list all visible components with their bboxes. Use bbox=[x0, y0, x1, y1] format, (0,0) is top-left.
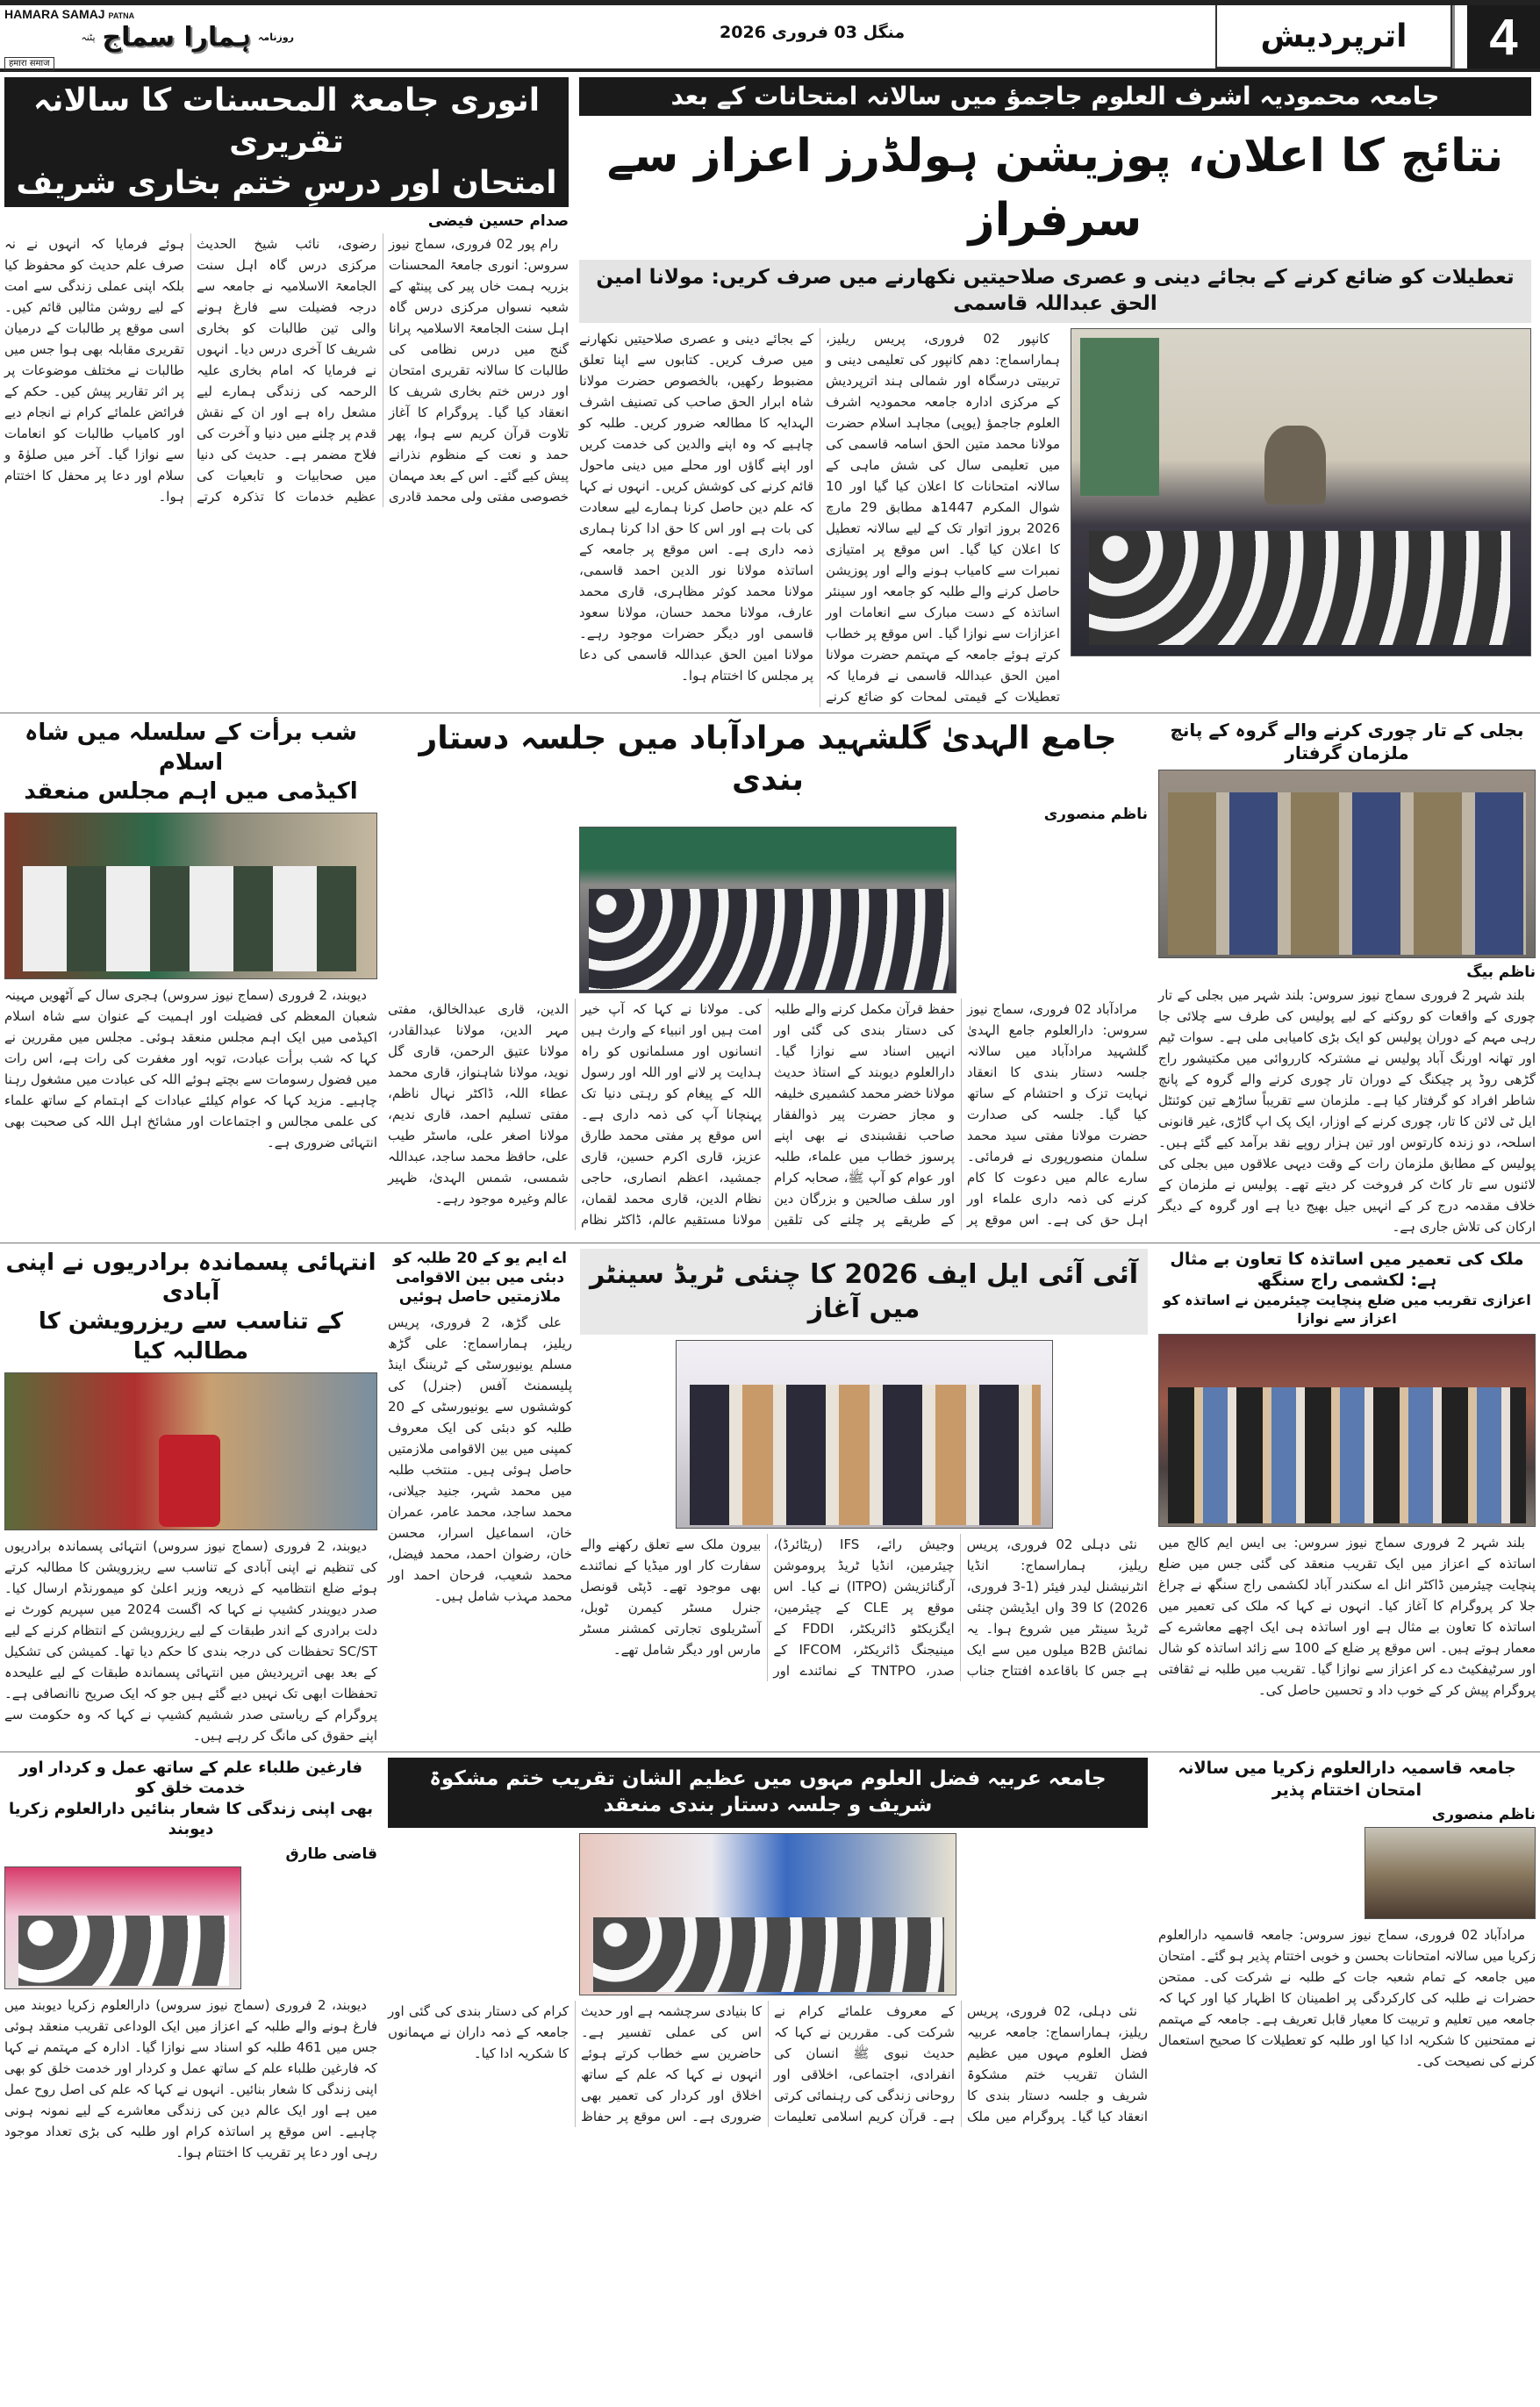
lead-story bbox=[579, 77, 1531, 707]
anwari-headline-line1: انوری جامعۃ المحسنات کا سالانہ تقریری bbox=[32, 82, 541, 160]
teachers-headline bbox=[1158, 1249, 1536, 1329]
teachers-headline-main: ملک کی تعمیر میں اساتذہ کا تعاون بے مثال ہے: لکشمی راج سنگھ bbox=[1170, 1249, 1524, 1291]
middle-column bbox=[388, 1249, 1148, 1681]
photo-people bbox=[1168, 1387, 1526, 1523]
iilf-headline: آئی آئی ایل ایف 2026 کا چنئی ٹریڈ سینٹر میں آغاز bbox=[580, 1249, 1148, 1335]
masthead-logo bbox=[4, 7, 294, 71]
masthead-urdu: ہمارا سماج bbox=[102, 22, 251, 53]
photo-door bbox=[1080, 338, 1159, 496]
photo-crowd bbox=[589, 889, 949, 990]
photo-people bbox=[593, 1917, 944, 1992]
jamia-huda-body: مرادآباد 02 فروری، سماج نیوز سروس: دارالعلوم جامع الہدیٰ گلشہید مرادآباد میں سالانہ جلسہ دستار بندی کا انعقاد نہایت تزک و احتشام کے ساتھ کیا گیا۔ جلسہ کی صدارت حضرت مولانا مفتی سید محمد سلمان منصورپوری نے فرمائی۔ سارے عالم میں دعوت کا کام کرنے کی ذمہ داری علماء اور اہل حق کی ہے۔ اس موقع پر حفظ قرآن مکمل کرنے والے طلبہ کی دستار بندی کی گئی اور انہیں اسناد سے نوازا گیا۔ دارالعلوم دیوبند کے استاذ حدیث مولانا خضر محمد کشمیری خلیفہ و مجاز حضرت پیر ذوالفقار صاحب نقشبندی نے بھی اپنے پرسوز خطاب میں علماء، طلبہ اور عوام کو آپ ﷺ، صحابہ کرام اور سلف صالحین و بزرگان دین کے طریقے پر چلنے کی تلقین کی۔ مولانا نے کہا کہ آپ خیر امت ہیں اور انبیاء کے وارث ہیں انسانوں اور مسلمانوں کو راہ ہدایت پر لانے اور اللہ اور رسول اللہ کے پیغام کو رہتی دنیا تک پہنچانا آپ کی ذمہ داری ہے۔ اس موقع پر مفتی محمد طارق عزیز، قاری اکرم حسین، قاری جمشید، اعظم انصاری، حاجی نظام الدین، قاری محمد لقمان، مولانا مستقیم عالم، ڈاکٹر نظام الدین، قاری عبدالخالق، مفتی مہر الدین، مولانا عبدالقادر، مولانا عتیق الرحمن، قاری گل نوید، مولانا شاہنواز، قاری محمد عطاء اللہ، ڈاکٹر نہال ناظم، مفتی تسلیم احمد، قاری ندیم، مولانا اصغر علی، ماسٹر طیب علی، حافظ محمد ساجد، عبداللہ شمسی، شمس الہدیٰ، ظہیر عالم وغیرہ موجود رہے۔ bbox=[388, 1001, 1148, 1229]
reservation-headline-line1: انتہائی پسماندہ برادریوں نے اپنی آبادی bbox=[5, 1249, 376, 1306]
anwari-headline-line2: امتحان اور درسِ ختم بخاری شریف bbox=[16, 164, 557, 201]
lead-headline: نتائج کا اعلان، پوزیشن ہولڈرز اعزاز سے سرفراز bbox=[606, 130, 1504, 247]
qasmia-byline: ناظم منصوری bbox=[1431, 1806, 1536, 1824]
reservation-photo bbox=[4, 1372, 377, 1530]
fazlululoom-photo bbox=[579, 1833, 956, 1995]
reservation-body: دیوبند، 2 فروری (سماج نیوز سروس) انتہائی پسماندہ برادریوں کی تنظیم نے اپنی آبادی کے تناسب سے ریزرویشن کا مطالبہ کرتے ہوئے ضلع انتظامیہ کے ذریعہ وزیر اعلیٰ کو میمورنڈم ارسال کیا۔ صدر دیویندر کشیپ نے کہا کہ اگست 2024 میں سپریم کورٹ نے دلت برادری کے اندر طبقات کے لیے ریزرویشن کے انتظام کرنے کے لیے SC/ST تحفظات کی درجہ بندی کا حکم دیا تھا۔ کمیشن کی تشکیل کے بعد بھی اترپردیش میں انتہائی پسماندہ طبقات کے لیے علیحدہ تحفظات ابھی تک نہیں دیے گئے ہیں جو کہ ایک صریح ناانصافی ہے۔ پروگرام کے ریاستی صدر ششیم کشیپ نے کہا کہ وہ حکومت سے اپنے حقوق کی مانگ کر رہے ہیں۔ bbox=[4, 1537, 377, 1744]
fazlululoom-headline: جامعہ عربیہ فضل العلوم مہوں میں عظیم الشان تقریب ختم مشکوۃ شریف و جلسہ دستار بندی منعقد bbox=[388, 1758, 1148, 1828]
iilf-body: نئی دہلی 02 فروری، پریس ریلیز، ہماراسماج: انڈیا انٹرنیشنل لیدر فیئر (1-3 فروری، 2026) کا 39 واں ایڈیشن چنئی ٹریڈ سینٹر میں شروع ہوا۔ یہ نمائش B2B میلوں میں سے ایک ہے جس کا باقاعدہ افتتاح جناب وجیش رائے، IFS (ریٹائرڈ)، چیئرمین، انڈیا ٹریڈ پروموشن آرگنائزیشن (ITPO) نے کیا۔ اس موقع پر CLE کے چیئرمین، ایگزیکٹو ڈائریکٹر، FDDI کے مینیجنگ ڈائریکٹر، IFCOM کے صدر، TNTPO کے نمائندے اور بیرون ملک سے تعلق رکھنے والے سفارت کار اور میڈیا کے نمائندے بھی موجود تھے۔ ڈپٹی قونصل جنرل مسٹر کیمرن ٹوبل، آسٹریلوی تجارتی کمشنر مسٹر مارس اور دیگر شامل تھے۔ bbox=[580, 1536, 1149, 1679]
jamia-huda-story bbox=[388, 719, 1148, 1231]
qasmia-photo bbox=[1365, 1827, 1536, 1919]
photo-people bbox=[1168, 792, 1526, 955]
page-number: 4 bbox=[1467, 5, 1540, 68]
teachers-subhead: اعزازی تقریب میں ضلع پنچایت چیئرمین نے اساتذہ کو اعزاز سے نوازا bbox=[1163, 1292, 1531, 1327]
jamia-huda-byline: ناظم منصوری bbox=[1043, 806, 1148, 824]
row-2 bbox=[0, 713, 1540, 1243]
jamia-huda-headline: جامع الہدیٰ گلشہید مرادآباد میں جلسہ دستار بندی bbox=[419, 720, 1117, 798]
theft-byline: ناظم بیگ bbox=[1466, 963, 1536, 981]
lead-content bbox=[579, 328, 1531, 707]
shab-story bbox=[4, 719, 377, 1153]
teachers-photo bbox=[1158, 1334, 1536, 1527]
zakaria-headline-line2: بھی اپنی زندگی کا شعار بنائیں دارالعلوم زکریا دیوبند bbox=[8, 1799, 373, 1839]
jamia-huda-photo bbox=[579, 827, 956, 993]
zakaria-body: دیوبند، 2 فروری (سماج نیوز سروس) دارالعلوم زکریا دیوبند میں فارغ ہونے والے طلبہ کے اعزاز میں ایک الوداعی تقریب منعقد ہوئی جس میں 461 طلبہ کو اسناد سے نوازا گیا۔ ادارہ کے مہتمم نے کہا کہ فارغین طلباء علم کے ساتھ عمل و کردار اور خدمت خلق کو بھی اپنی زندگی کا شعار بنائیں۔ انہوں نے کہا کہ علم کی اصل روح عمل میں ہے اور ایک عالم دین کی زندگی معاشرے کے لیے نمونہ ہونی چاہیے۔ اس موقع پر اساتذہ کرام اور طلبہ کی بڑی تعداد موجود رہی اور دعا پر تقریب کا اختتام ہوا۔ bbox=[4, 1996, 378, 2160]
iilf-story bbox=[580, 1249, 1148, 1681]
fazlululoom-body: نئی دہلی، 02 فروری، پریس ریلیز، ہماراسماج: جامعہ عربیہ فضل العلوم مہوں میں عظیم الشان تقریب ختم مشکوۃ شریف و جلسہ دستار بندی کا انعقاد کیا گیا۔ پروگرام میں ملک کے معروف علمائے کرام نے شرکت کی۔ مقررین نے کہا کہ حدیث نبوی ﷺ انسان کی انفرادی، اجتماعی، اخلاقی اور روحانی زندگی کی رہنمائی کرتی ہے۔ قرآن کریم اسلامی تعلیمات کا بنیادی سرچشمہ ہے اور حدیث اس کی عملی تفسیر ہے۔ حاضرین سے خطاب کرتے ہوئے انہوں نے کہا کہ علم کے ساتھ اخلاق اور کردار کی تعمیر بھی ضروری ہے۔ اس موقع پر حفاظ کرام کی دستار بندی کی گئی اور جامعہ کے ذمہ داران نے مہمانوں کا شکریہ ادا کیا۔ bbox=[388, 2002, 1148, 2124]
theft-photo bbox=[1158, 770, 1536, 958]
shab-headline-line1: شب برأت کے سلسلہ میں شاہ اسلام bbox=[25, 719, 357, 776]
amu-story bbox=[388, 1249, 572, 1607]
theft-body: بلند شہر 2 فروری سماج نیوز سروس: بلند شہر میں بجلی کے تار چوری کے واقعات کو روکنے کے لیے پولیس کی طرف سے چلائی جا رہی مہم کے دوران پولیس کو ایک بڑی کامیابی ملی ہے۔ سوات ٹیم اور تھانہ اورنگ آباد پولیس نے مشترکہ کارروائی میں مکتیشور راج گڑھی روڈ پر چیکنگ کے دوران تار چوری کرنے والے گروہ کے پانچ شاطر افراد کو گرفتار کیا ہے۔ ملزمان سے تقریباً ساڑھے تین کوئنٹل ایل ٹی لائن کا تار، چوری کرنے کے اوزار، ایک پک اپ گاڑی، غیر قانونی اسلحہ، دو زندہ کارتوس اور تین ہزار روپے نقد برآمد کیے گئے ہیں۔ پولیس کے مطابق ملزمان رات کے وقت دیہی علاقوں میں بجلی کی لائنوں سے تار کاٹ کر فروخت کر دیتے تھے۔ پولیس نے ملزمان کے خلاف مقدمہ درج کر کے انہیں جیل بھیج دیا ہے اور گروہ کے دیگر ارکان کی تلاش جاری ہے۔ bbox=[1158, 986, 1536, 1235]
zakaria-headline-line1: فارغین طلباء علم کے ساتھ عمل و کردار اور خدمت خلق کو bbox=[18, 1758, 363, 1798]
lead-body: کانپور 02 فروری، پریس ریلیز، ہماراسماج: دھم کانپور کی تعلیمی دینی و تربیتی درسگاہ اور شمالی ہند اترپردیش کے مرکزی ادارہ جامعہ محمودیہ اشرف العلوم جاجمؤ (یوپی) مجاہد اسلام حضرت مولانا محمد متین الحق اسامہ قاسمی کی میں تعلیمی سال کی شش ماہی کے سالانہ امتحانات کا اعلان کیا گیا اور 10 شوال المکرم 1447ھ مطابق 29 مارچ 2026 بروز اتوار تک کے لیے سالانہ تعطیل کا اعلان کیا گیا۔ اس موقع پر امتیازی نمبرات سے کامیاب ہونے والے اور پوزیشن حاصل کرنے والے طلبہ کو جامعہ اور سینئر اساتذہ کے دست مبارک سے انعامات اور اعزازات سے نوازا گیا۔ اس موقع پر خطاب کرتے ہوئے جامعہ کے مہتمم حضرت مولانا امین الحق عبداللہ قاسمی نے فرمایا کہ تعطیلات کے قیمتی لمحات کو ضائع کرنے کے بجائے دینی و عصری صلاحیتیں نکھارنے میں صرف کریں۔ کتابوں سے اپنا تعلق مضبوط رکھیں، بالخصوص حضرت مولانا شاہ ابرار الحق صاحب کی تصنیف اشرف الہدایہ کا مطالعہ ضرور کریں۔ طلبہ کو چاہیے کہ وہ اپنے والدین کی خدمت کریں اور اپنے گاؤں اور محلے میں دینی ماحول قائم کرنے کی کوشش کریں۔ انہوں نے کہا کہ علم دین حاصل کرنا ہمارے لیے سعادت کی بات ہے اور اس کا حق ادا کرنا ہماری ذمہ داری ہے۔ اس موقع پر جامعہ کے اساتذہ مولانا نور الدین احمد قاسمی، مولانا محمد کوثر مظاہری، قاری محمد عارف، مولانا محمد حسان، مولانا سعود قاسمی اور دیگر حضرات موجود رہے۔ مولانا امین الحق عبداللہ قاسمی کی دعا پر مجلس کا اختتام ہوا۔ bbox=[579, 330, 1060, 705]
zakaria-photo bbox=[4, 1866, 241, 1989]
qasmia-body: مرادآباد 02 فروری، سماج نیوز سروس: جامعہ قاسمیہ دارالعلوم زکریا میں سالانہ امتحانات بحسن و خوبی اختتام پذیر ہو گئے۔ امتحان میں جامعہ کے تمام شعبہ جات کے طلبہ نے شرکت کی۔ ممتحن حضرات نے طلبہ کی کارکردگی پر اطمینان کا اظہار کیا اور کہا کہ جامعہ میں تعلیم و تربیت کا معیار قابل تعریف ہے۔ جامعہ کے مہتمم نے ممتحنین کا شکریہ ادا کیا اور طلبہ کو تعطیلات کا صحیح استعمال کرنے کی نصیحت کی۔ bbox=[1158, 1927, 1536, 2070]
shab-body: دیوبند، 2 فروری (سماج نیوز سروس) ہجری سال کے آٹھویں مہینہ شعبان المعظم کی فضیلت اور اہمیت کے عنوان سے شاہ اسلام اکیڈمی میں ایک اہم مجلس منعقد ہوئی۔ مجلس میں مقررین نے کہا کہ شب برأت عبادت، توبہ اور مغفرت کی رات ہے، اس رات میں فضول رسومات سے بچتے ہوئے اللہ کی عبادت میں مشغول رہنا چاہیے۔ مزید کہا کہ عوام کیلئے عبادات کے اہتمام کے ساتھ علماء کی علمی مجالس و اجتماعات اور مشائخ اہل اللہ کی صحبت بھی انتہائی ضروری ہے۔ bbox=[4, 987, 377, 1151]
anwari-headline bbox=[4, 77, 569, 207]
masthead-hindi: हमारा समाज bbox=[4, 57, 54, 71]
anwari-story bbox=[4, 77, 569, 507]
photo-people bbox=[23, 866, 356, 971]
row-1 bbox=[0, 72, 1540, 713]
amu-headline: اے ایم یو کے 20 طلبہ کو دبئی میں بین الاقوامی ملازمتیں حاصل ہوئیں bbox=[393, 1249, 567, 1306]
theft-headline: بجلی کے تار چوری کرنے والے گروہ کے پانچ ملزمان گرفتار bbox=[1170, 719, 1524, 763]
masthead-english: HAMARA SAMAJ bbox=[4, 7, 105, 21]
lead-kicker: جامعہ محمودیہ اشرف العلوم جاجمؤ میں سالانہ امتحانات کے بعد bbox=[579, 77, 1531, 116]
shab-photo bbox=[4, 813, 377, 979]
qasmia-headline: جامعہ قاسمیہ دارالعلوم زکریا میں سالانہ امتحان اختتام پذیر bbox=[1178, 1758, 1516, 1800]
row-3 bbox=[0, 1243, 1540, 1752]
shab-headline-line2: اکیڈمی میں اہم مجلس منعقد bbox=[24, 778, 358, 806]
anwari-byline: صدام حسین فیضی bbox=[427, 212, 569, 231]
reservation-headline-line2: کے تناسب سے ریزرویشن کا مطالبہ کیا bbox=[38, 1308, 344, 1365]
lead-subhead: تعطیلات کو ضائع کرنے کے بجائے دینی و عصری صلاحیتیں نکھارنے میں صرف کریں: مولانا امین الحق عبداللہ قاسمی bbox=[579, 260, 1531, 323]
photo-people bbox=[18, 1916, 229, 1986]
reservation-story bbox=[4, 1249, 377, 1746]
photo-crowd bbox=[1089, 531, 1510, 645]
masthead-urdu-city: پٹنہ bbox=[81, 32, 96, 43]
photo-podium bbox=[159, 1435, 220, 1527]
zakaria-headline bbox=[4, 1758, 377, 1840]
amu-body: علی گڑھ، 2 فروری، پریس ریلیز، ہماراسماج: علی گڑھ مسلم یونیورسٹی کے ٹریننگ اینڈ پلیسمنٹ آفس (جنرل) کی کوششوں سے یونیورسٹی کے 20 طلبہ کو دبئی کی ایک معروف کمپنی میں بین الاقوامی ملازمتیں حاصل ہوئی ہیں۔ منتخب طلبہ میں محمد شہر، جنید جیلانی، محمد ساجد، محمد عامر، عمران خان، اسماعیل اسرار، محسن خان، رضوان احمد، محمد فیضل، محمد شعیب، فرحان احمد اور محمد مہذب شامل ہیں۔ bbox=[388, 1315, 572, 1605]
fazlululoom-story bbox=[388, 1758, 1148, 2127]
theft-story bbox=[1158, 719, 1536, 1237]
row-4 bbox=[0, 1752, 1540, 2168]
photo-people bbox=[690, 1385, 1041, 1525]
reservation-headline bbox=[4, 1249, 377, 1367]
masthead-daily: روزنامہ bbox=[257, 32, 294, 43]
iilf-photo bbox=[676, 1340, 1053, 1529]
section-title: اترپردیش bbox=[1215, 5, 1452, 68]
masthead-city: PATNA bbox=[108, 11, 135, 20]
lead-photo bbox=[1071, 328, 1531, 656]
qasmia-story bbox=[1158, 1758, 1536, 2072]
shab-headline bbox=[4, 719, 377, 807]
page-header bbox=[0, 5, 1540, 68]
teachers-story bbox=[1158, 1249, 1536, 1701]
zakaria-story bbox=[4, 1758, 377, 2163]
photo-figure bbox=[1264, 426, 1326, 505]
zakaria-byline: قاضی طارق bbox=[285, 1845, 377, 1863]
teachers-body: بلند شہر 2 فروری سماج نیوز سروس: بی ایس ایم کالج میں اساتذہ کے اعزاز میں ایک تقریب منعقد کی گئی جس میں ضلع پنچایت چیئرمین ڈاکٹر انل اے سکندر آباد لکشمی راج سنگھ نے چراغ جلا کر پروگرام کا آغاز کیا۔ انہوں نے کہا کہ ملک کی تعمیر میں اساتذہ کا تعاون بے مثال ہے اور اساتذہ ہی ایک اچھے معاشرے کے معمار ہوتے ہیں۔ اس موقع پر ضلع کے 100 سے زائد اساتذہ کو شال اور سرٹیفکیٹ دے کر اعزاز سے نوازا گیا۔ تقریب میں طلبہ نے ثقافتی پروگرام پیش کر کے خوب داد و تحسین حاصل کی۔ bbox=[1158, 1534, 1536, 1698]
anwari-body: رام پور 02 فروری، سماج نیوز سروس: انوری جامعۃ المحسنات بزریہ ہمت خاں پیر کی پینٹھ کے شعبہ نسواں مرکزی درس گاہ اہل سنت الجامعۃ الاسلامیہ پرانا گنج میں درس نظامی کی طالبات کا سالانہ تقریری امتحان اور درس ختم بخاری شریف کا انعقاد کیا گیا۔ پروگرام کا آغاز تلاوت قرآن کریم سے ہوا، پھر حمد و نعت کے منظوم نذرانے پیش کیے گئے۔ اس کے بعد مہمان خصوصی مفتی ولی محمد قادری رضوی، نائب شیخ الحدیث مرکزی درس گاہ اہل سنت الجامعۃ الاسلامیہ نے جامعہ سے درجہ فضیلت سے فارغ ہونے والی تین طالبات کو بخاری شریف کا آخری درس دیا۔ انہوں نے فرمایا کہ امام بخاری علیہ الرحمہ کی زندگی ہمارے لیے مشعل راہ ہے اور ان کے نقش قدم پر چلنے میں دنیا و آخرت کی فلاح مضمر ہے۔ حدیث کی دنیا میں صحابیات و تابعیات کی عظیم خدمات کا تذکرہ کرتے ہوئے فرمایا کہ انہوں نے نہ صرف علم حدیث کو محفوظ کیا بلکہ اپنی عملی زندگی سے امت کے لیے روشن مثالیں قائم کیں۔ اسی موقع پر طالبات کے درمیان تقریری مقابلہ بھی ہوا جس میں طالبات نے مختلف موضوعات پر پر اثر تقاریر پیش کیں۔ حکم کے فرائض علمائے کرام نے انجام دیے اور کامیاب طالبات کو انعامات سے نوازا گیا۔ آخر میں صلوٰۃ و سلام اور دعا پر محفل کا اختتام ہوا۔ bbox=[4, 236, 569, 505]
issue-date: منگل 03 فروری 2026 bbox=[720, 23, 906, 42]
